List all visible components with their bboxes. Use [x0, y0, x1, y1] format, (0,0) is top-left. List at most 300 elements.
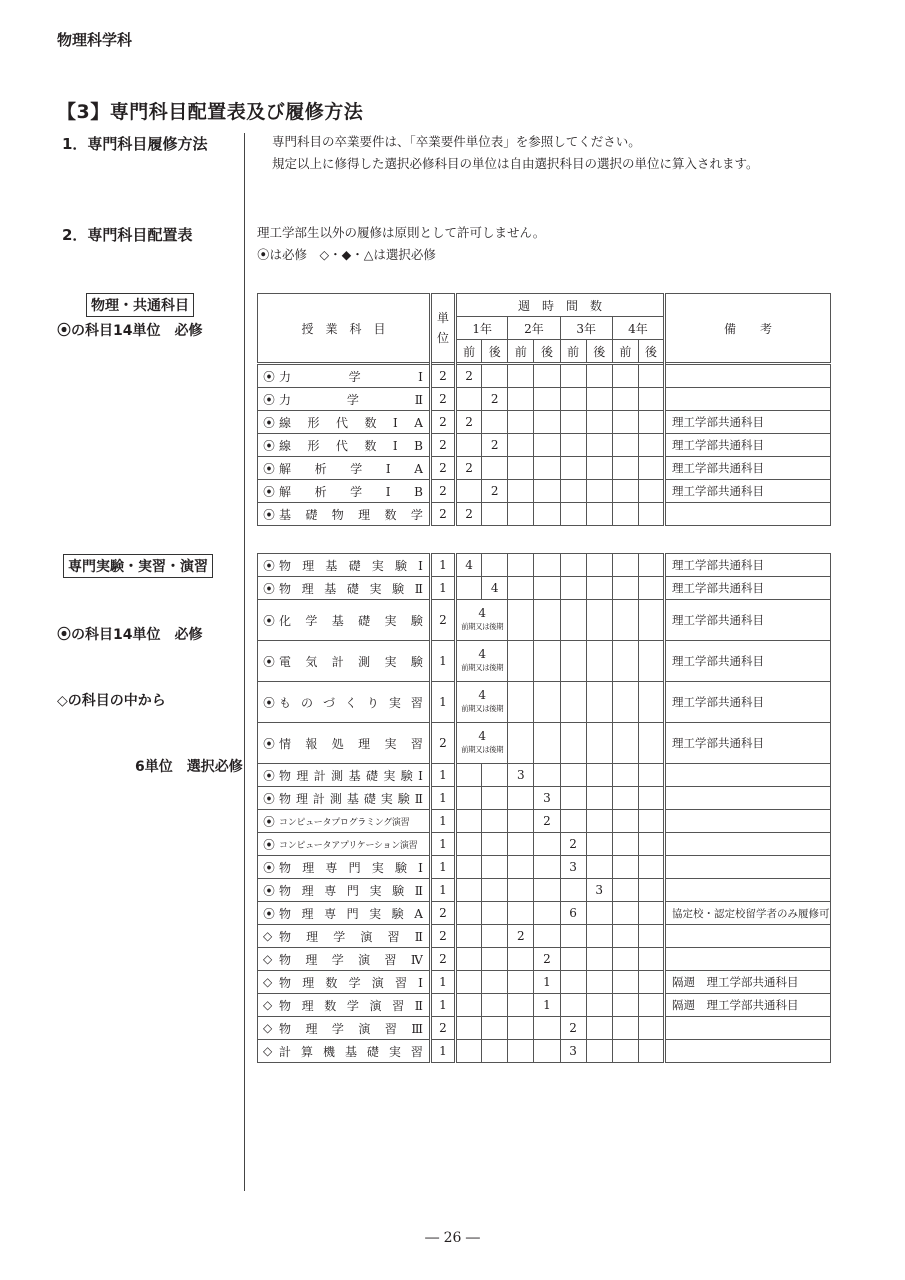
hours-cell	[586, 810, 612, 833]
either-term-label: 前期又は後期	[461, 622, 504, 631]
hours-cell	[508, 480, 534, 503]
hours-cell	[638, 480, 664, 503]
hours-cell	[638, 971, 664, 994]
hours-cell	[456, 948, 482, 971]
hours-cell: 4	[482, 577, 508, 600]
course-credits: 2	[430, 434, 455, 457]
table-row	[258, 879, 831, 902]
hours-cell: 3	[560, 1040, 586, 1063]
hours-cell	[456, 434, 482, 457]
hours-cell	[638, 577, 664, 600]
header-term-first: 前	[456, 340, 482, 364]
hours-cell	[508, 833, 534, 856]
hours-cell	[482, 902, 508, 925]
course-remarks: 理工学部共通科目	[665, 457, 831, 480]
hours-cell	[638, 810, 664, 833]
hours-cell	[586, 925, 612, 948]
hours-cell	[612, 480, 638, 503]
hours-cell: 2	[560, 1017, 586, 1040]
course-mark: ⦿	[263, 814, 276, 829]
hours-cell	[456, 810, 482, 833]
hours-cell	[638, 364, 664, 388]
table-row	[258, 925, 831, 948]
course-credits: 1	[430, 971, 455, 994]
hours-year1-either-term	[456, 641, 508, 682]
header-term-second: 後	[482, 340, 508, 364]
hours-cell: 3	[534, 787, 560, 810]
course-title: 物理専門実験Ⅰ	[279, 860, 423, 875]
hours-cell: 1	[534, 994, 560, 1017]
hours-cell	[534, 902, 560, 925]
hours-cell	[508, 641, 534, 682]
course-name	[258, 503, 431, 526]
hours-cell	[638, 457, 664, 480]
hours-cell	[534, 641, 560, 682]
hours-cell	[638, 434, 664, 457]
hours-cell	[638, 948, 664, 971]
hours-cell	[638, 1017, 664, 1040]
course-credits: 2	[430, 503, 455, 526]
hours-cell	[482, 503, 508, 526]
item1-text	[272, 131, 759, 175]
hours-cell	[586, 787, 612, 810]
course-credits: 1	[430, 810, 455, 833]
hours-cell	[586, 856, 612, 879]
hours-cell	[612, 994, 638, 1017]
hours-cell	[456, 577, 482, 600]
hours-cell	[456, 856, 482, 879]
hours-cell	[534, 457, 560, 480]
group2-note-line-3: 6単位 選択必修	[107, 759, 243, 775]
hours-cell	[612, 948, 638, 971]
hours-cell	[456, 1040, 482, 1063]
course-name	[258, 994, 431, 1017]
hours-cell	[508, 879, 534, 902]
hours-cell	[612, 902, 638, 925]
course-remarks	[665, 787, 831, 810]
hours-cell	[508, 682, 534, 723]
group1-title: 物理・共通科目	[86, 293, 194, 317]
course-remarks: 理工学部共通科目	[665, 480, 831, 503]
course-name	[258, 600, 431, 641]
course-mark: ⦿	[263, 768, 276, 783]
course-remarks	[665, 833, 831, 856]
hours-cell	[586, 723, 612, 764]
course-name	[258, 682, 431, 723]
table-row	[258, 948, 831, 971]
course-credits: 1	[430, 994, 455, 1017]
table-row	[258, 434, 831, 457]
course-title: 物理計測基礎実験Ⅱ	[279, 791, 423, 806]
course-name	[258, 411, 431, 434]
course-name	[258, 948, 431, 971]
hours-cell	[586, 434, 612, 457]
hours-cell	[586, 554, 612, 577]
course-credits: 1	[430, 641, 455, 682]
course-remarks: 理工学部共通科目	[665, 641, 831, 682]
hours-cell	[560, 879, 586, 902]
item2-text	[257, 222, 545, 266]
group2-title: 専門実験・実習・演習	[63, 554, 213, 578]
hours-cell	[586, 833, 612, 856]
course-mark: ⦿	[263, 791, 276, 806]
course-credits: 1	[430, 577, 455, 600]
course-remarks	[665, 810, 831, 833]
course-name	[258, 856, 431, 879]
course-mark: ⦿	[263, 484, 276, 499]
hours-cell	[534, 764, 560, 787]
course-credits: 1	[430, 682, 455, 723]
course-title: コンピュータプログラミング演習	[279, 817, 410, 828]
table-row	[258, 723, 831, 764]
course-mark: ⦿	[263, 369, 276, 384]
hours-cell	[612, 1040, 638, 1063]
table-row	[258, 388, 831, 411]
course-mark: ◇	[263, 998, 273, 1012]
hours-cell	[508, 948, 534, 971]
hours-cell	[508, 364, 534, 388]
course-name	[258, 434, 431, 457]
item1-line-2: 規定以上に修得した選択必修科目の単位は自由選択科目の選択の単位に算入されます。	[272, 156, 759, 171]
course-title: ものづくり実習	[279, 695, 423, 710]
hours-cell	[612, 503, 638, 526]
course-title: 力 学 Ⅰ	[279, 369, 423, 384]
course-title: 物理数学演習Ⅱ	[279, 998, 423, 1013]
hours-cell	[560, 948, 586, 971]
hours-cell	[612, 971, 638, 994]
group2-note-line-1: ⦿の科目14単位 必修	[57, 627, 203, 643]
course-name	[258, 723, 431, 764]
table-row	[258, 971, 831, 994]
table-row	[258, 682, 831, 723]
hours-cell	[612, 810, 638, 833]
hours-cell	[534, 833, 560, 856]
course-title: 情報処理実習	[279, 736, 423, 751]
course-title: コンピュータアプリケーション演習	[279, 840, 418, 851]
hours-cell	[560, 457, 586, 480]
hours-cell	[456, 787, 482, 810]
hours-cell	[586, 411, 612, 434]
course-mark: ⦿	[263, 837, 276, 852]
hours-cell: 2	[508, 925, 534, 948]
header-year-3: 3年	[560, 317, 612, 340]
hours-cell	[638, 879, 664, 902]
item2-heading: 2．専門科目配置表	[62, 226, 193, 244]
course-title: 物理学演習Ⅲ	[279, 1021, 423, 1036]
hours-cell	[482, 925, 508, 948]
course-mark: ⦿	[263, 438, 276, 453]
hours-cell	[534, 600, 560, 641]
hours-cell	[586, 764, 612, 787]
course-mark: ⦿	[263, 581, 276, 596]
course-remarks: 理工学部共通科目	[665, 600, 831, 641]
hours-cell	[534, 434, 560, 457]
hours-cell	[508, 723, 534, 764]
hours-cell	[586, 948, 612, 971]
course-remarks: 協定校・認定校留学者のみ履修可	[665, 902, 831, 925]
course-title: 物理専門実験Ⅱ	[279, 883, 423, 898]
hours-cell	[482, 856, 508, 879]
hours-cell	[638, 787, 664, 810]
course-credits: 1	[430, 764, 455, 787]
hours-cell	[482, 787, 508, 810]
course-title: 物理学演習Ⅳ	[279, 952, 423, 967]
course-mark: ⦿	[263, 883, 276, 898]
hours-cell	[534, 879, 560, 902]
hours-cell: 2	[482, 388, 508, 411]
course-credits: 2	[430, 902, 455, 925]
hours-cell	[482, 879, 508, 902]
table-row	[258, 810, 831, 833]
hours-value: 4	[478, 606, 486, 620]
table-row	[258, 1017, 831, 1040]
hours-cell	[586, 971, 612, 994]
header-remarks: 備 考	[665, 294, 831, 364]
course-table-experiments	[257, 553, 831, 1063]
table-row	[258, 787, 831, 810]
hours-cell	[508, 994, 534, 1017]
hours-cell	[612, 682, 638, 723]
hours-cell	[508, 434, 534, 457]
hours-cell	[508, 902, 534, 925]
hours-cell	[638, 994, 664, 1017]
header-term-second: 後	[534, 340, 560, 364]
hours-cell: 2	[560, 833, 586, 856]
hours-cell	[612, 600, 638, 641]
hours-cell	[456, 833, 482, 856]
header-term-first: 前	[612, 340, 638, 364]
hours-cell	[560, 641, 586, 682]
hours-cell	[482, 948, 508, 971]
hours-cell	[456, 902, 482, 925]
course-mark: ◇	[263, 1021, 273, 1035]
course-mark: ⦿	[263, 558, 276, 573]
hours-cell	[534, 554, 560, 577]
vertical-divider	[244, 133, 245, 1191]
hours-cell	[534, 682, 560, 723]
table-row	[258, 600, 831, 641]
item2-line-1: 理工学部生以外の履修は原則として許可しません。	[257, 225, 546, 240]
hours-cell	[482, 554, 508, 577]
hours-cell	[612, 764, 638, 787]
group2-note	[57, 580, 243, 800]
hours-cell	[586, 503, 612, 526]
hours-cell	[482, 1040, 508, 1063]
hours-cell: 2	[534, 810, 560, 833]
hours-cell	[638, 925, 664, 948]
course-title: 解析学ⅠA	[279, 461, 423, 476]
course-remarks: 理工学部共通科目	[665, 554, 831, 577]
hours-cell	[560, 723, 586, 764]
hours-cell: 2	[456, 411, 482, 434]
hours-cell: 1	[534, 971, 560, 994]
hours-cell	[638, 388, 664, 411]
course-mark: ⦿	[263, 507, 276, 522]
hours-cell	[586, 641, 612, 682]
hours-cell	[456, 1017, 482, 1040]
course-remarks	[665, 1040, 831, 1063]
course-table-general	[257, 293, 831, 526]
course-remarks	[665, 925, 831, 948]
hours-cell	[482, 457, 508, 480]
hours-cell	[638, 902, 664, 925]
hours-cell	[560, 682, 586, 723]
hours-cell	[482, 364, 508, 388]
table-row	[258, 503, 831, 526]
hours-cell	[586, 577, 612, 600]
header-year-1: 1年	[456, 317, 508, 340]
course-title: 物理基礎実験Ⅰ	[279, 558, 423, 573]
hours-cell	[482, 810, 508, 833]
course-mark: ⦿	[263, 736, 276, 751]
hours-cell	[508, 971, 534, 994]
hours-cell	[560, 411, 586, 434]
hours-cell	[456, 994, 482, 1017]
hours-cell	[586, 364, 612, 388]
hours-cell: 2	[482, 434, 508, 457]
course-credits: 2	[430, 723, 455, 764]
course-title: 物理数学演習Ⅰ	[279, 975, 423, 990]
course-remarks: 隔週 理工学部共通科目	[665, 971, 831, 994]
course-remarks	[665, 388, 831, 411]
hours-cell	[560, 388, 586, 411]
course-name	[258, 364, 431, 388]
hours-cell	[586, 457, 612, 480]
course-remarks: 理工学部共通科目	[665, 682, 831, 723]
hours-cell	[482, 411, 508, 434]
course-name	[258, 480, 431, 503]
department-header: 物理科学科	[57, 31, 133, 49]
course-remarks: 理工学部共通科目	[665, 434, 831, 457]
course-credits: 2	[430, 925, 455, 948]
page-number: ― 26 ―	[425, 1230, 480, 1246]
course-mark: ◇	[263, 929, 273, 943]
course-credits: 2	[430, 480, 455, 503]
hours-cell: 2	[534, 948, 560, 971]
course-credits: 2	[430, 948, 455, 971]
course-title: 化学基礎実験	[279, 613, 423, 628]
hours-cell	[612, 388, 638, 411]
hours-cell	[534, 856, 560, 879]
header-weekly-hours: 週 時 間 数	[456, 294, 665, 317]
course-credits: 1	[430, 833, 455, 856]
item2-line-2: ⦿は必修 ◇・◆・△は選択必修	[257, 247, 436, 262]
table-row	[258, 577, 831, 600]
hours-cell	[560, 480, 586, 503]
course-mark: ⦿	[263, 654, 276, 669]
table-row	[258, 994, 831, 1017]
hours-cell	[508, 600, 534, 641]
course-remarks	[665, 856, 831, 879]
course-credits: 1	[430, 1040, 455, 1063]
hours-cell	[508, 787, 534, 810]
hours-cell	[612, 833, 638, 856]
course-credits: 1	[430, 787, 455, 810]
hours-cell	[612, 364, 638, 388]
course-title: 力 学 Ⅱ	[279, 392, 423, 407]
hours-cell	[508, 1040, 534, 1063]
course-remarks: 理工学部共通科目	[665, 577, 831, 600]
hours-cell	[586, 1040, 612, 1063]
hours-cell: 2	[482, 480, 508, 503]
hours-year1-either-term	[456, 600, 508, 641]
table-row	[258, 902, 831, 925]
hours-cell	[612, 1017, 638, 1040]
hours-cell: 2	[456, 503, 482, 526]
hours-cell	[508, 810, 534, 833]
table-row	[258, 1040, 831, 1063]
hours-cell	[612, 925, 638, 948]
course-credits: 2	[430, 600, 455, 641]
course-mark: ⦿	[263, 461, 276, 476]
hours-cell	[534, 577, 560, 600]
hours-cell	[508, 554, 534, 577]
hours-cell	[612, 434, 638, 457]
table-row	[258, 641, 831, 682]
course-title: 物理基礎実験Ⅱ	[279, 581, 423, 596]
hours-cell	[586, 682, 612, 723]
hours-cell	[534, 411, 560, 434]
course-mark: ⦿	[263, 906, 276, 921]
hours-cell	[534, 925, 560, 948]
course-remarks	[665, 948, 831, 971]
hours-cell: 2	[456, 457, 482, 480]
course-name	[258, 879, 431, 902]
hours-cell: 3	[560, 856, 586, 879]
course-mark: ⦿	[263, 613, 276, 628]
hours-cell	[456, 480, 482, 503]
hours-cell	[612, 641, 638, 682]
table-row	[258, 411, 831, 434]
course-mark: ⦿	[263, 392, 276, 407]
header-year-4: 4年	[612, 317, 664, 340]
hours-cell	[560, 600, 586, 641]
course-remarks	[665, 764, 831, 787]
hours-cell	[586, 994, 612, 1017]
hours-cell	[456, 879, 482, 902]
course-name	[258, 554, 431, 577]
hours-cell	[482, 833, 508, 856]
course-title: 解析学ⅠB	[279, 484, 423, 499]
course-mark: ◇	[263, 975, 273, 989]
either-term-label: 前期又は後期	[461, 704, 504, 713]
course-remarks: 理工学部共通科目	[665, 723, 831, 764]
header-year-2: 2年	[508, 317, 560, 340]
course-mark: ⦿	[263, 860, 276, 875]
group1-note: ⦿の科目14単位 必修	[57, 323, 203, 339]
hours-cell	[508, 411, 534, 434]
table-row	[258, 457, 831, 480]
course-credits: 2	[430, 1017, 455, 1040]
course-title: 線形代数ⅠB	[279, 438, 423, 453]
course-name	[258, 787, 431, 810]
course-credits: 2	[430, 411, 455, 434]
course-name	[258, 1017, 431, 1040]
course-credits: 1	[430, 879, 455, 902]
course-name	[258, 457, 431, 480]
table-row	[258, 364, 831, 388]
course-name	[258, 902, 431, 925]
course-name	[258, 810, 431, 833]
hours-cell	[560, 787, 586, 810]
hours-cell	[456, 971, 482, 994]
hours-value: 4	[478, 729, 486, 743]
hours-year1-either-term	[456, 682, 508, 723]
course-title: 物理専門実験A	[279, 906, 423, 921]
hours-cell	[534, 480, 560, 503]
item1-heading: 1．専門科目履修方法	[62, 135, 208, 153]
course-name	[258, 1040, 431, 1063]
